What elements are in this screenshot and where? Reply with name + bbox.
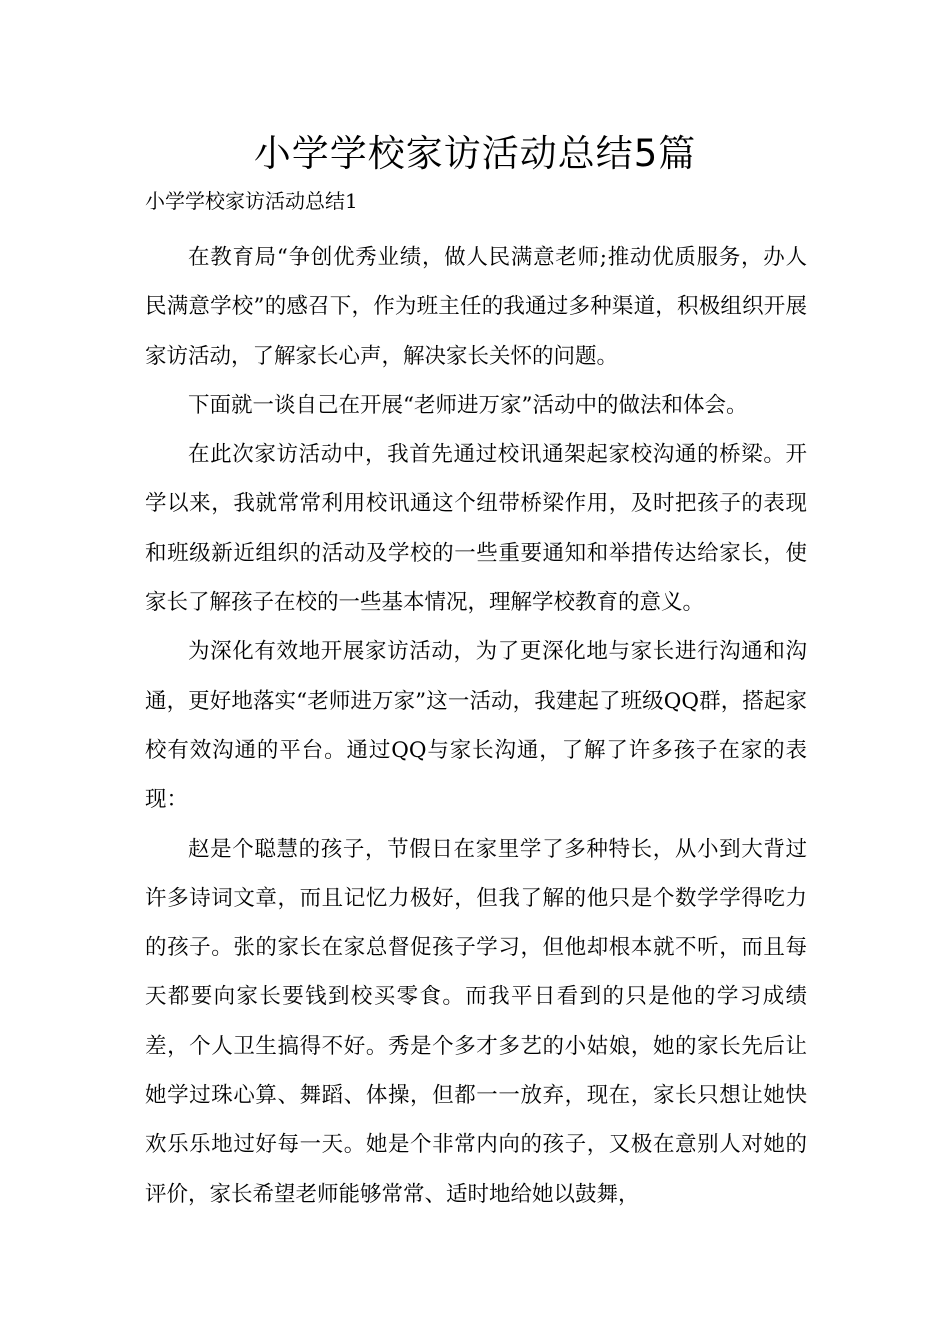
- paragraph-3: 在此次家访活动中，我首先通过校讯通架起家校沟通的桥梁。开学以来，我就常常利用校讯通这个纽带桥梁作用，及时把孩子的表现和班级新近组织的活动及学校的一些重要通知和举措传达给家长，使家长了解孩子在校的一些基本情况，理解学校教育的意义。: [145, 442, 807, 616]
- paragraph-2: 下面就一谈自己在开展“老师进万家”活动中的做法和体会。: [188, 392, 748, 418]
- document-title: 小学学校家访活动总结5篇: [253, 132, 697, 175]
- paragraph-5: 赵是个聪慧的孩子，节假日在家里学了多种特长，从小到大背过许多诗词文章，而且记忆力极好，但我了解的他只是个数学学得吃力的孩子。张的家长在家总督促孩子学习，但他却根本就不听，而且每天都要向家长要钱到校买零食。而我平日看到的只是他的学习成绩差，个人卫生搞得不好。秀是个多才多艺的小姑娘，她的家长先后让她学过珠心算、舞蹈、体操，但都一一放弃，现在，家长只想让她快欢乐乐地过好每一天。她是个非常内向的孩子，又极在意别人对她的评价，家长希望老师能够常常、适时地给她以鼓舞，: [145, 836, 807, 1207]
- paragraph-1: 在教育局“争创优秀业绩，做人民满意老师;推动优质服务，办人民满意学校”的感召下，作为班主任的我通过多种渠道，积极组织开展家访活动，了解家长心声，解决家长关怀的问题。: [145, 245, 807, 369]
- document-subtitle: 小学学校家访活动总结1: [145, 189, 358, 213]
- paragraph-4: 为深化有效地开展家访活动，为了更深化地与家长进行沟通和沟通，更好地落实“老师进万家”这一活动，我建起了班级QQ群，搭起家校有效沟通的平台。通过QQ与家长沟通，了解了许多孩子在家的表现：: [145, 639, 807, 813]
- document-body: [145, 233, 807, 1219]
